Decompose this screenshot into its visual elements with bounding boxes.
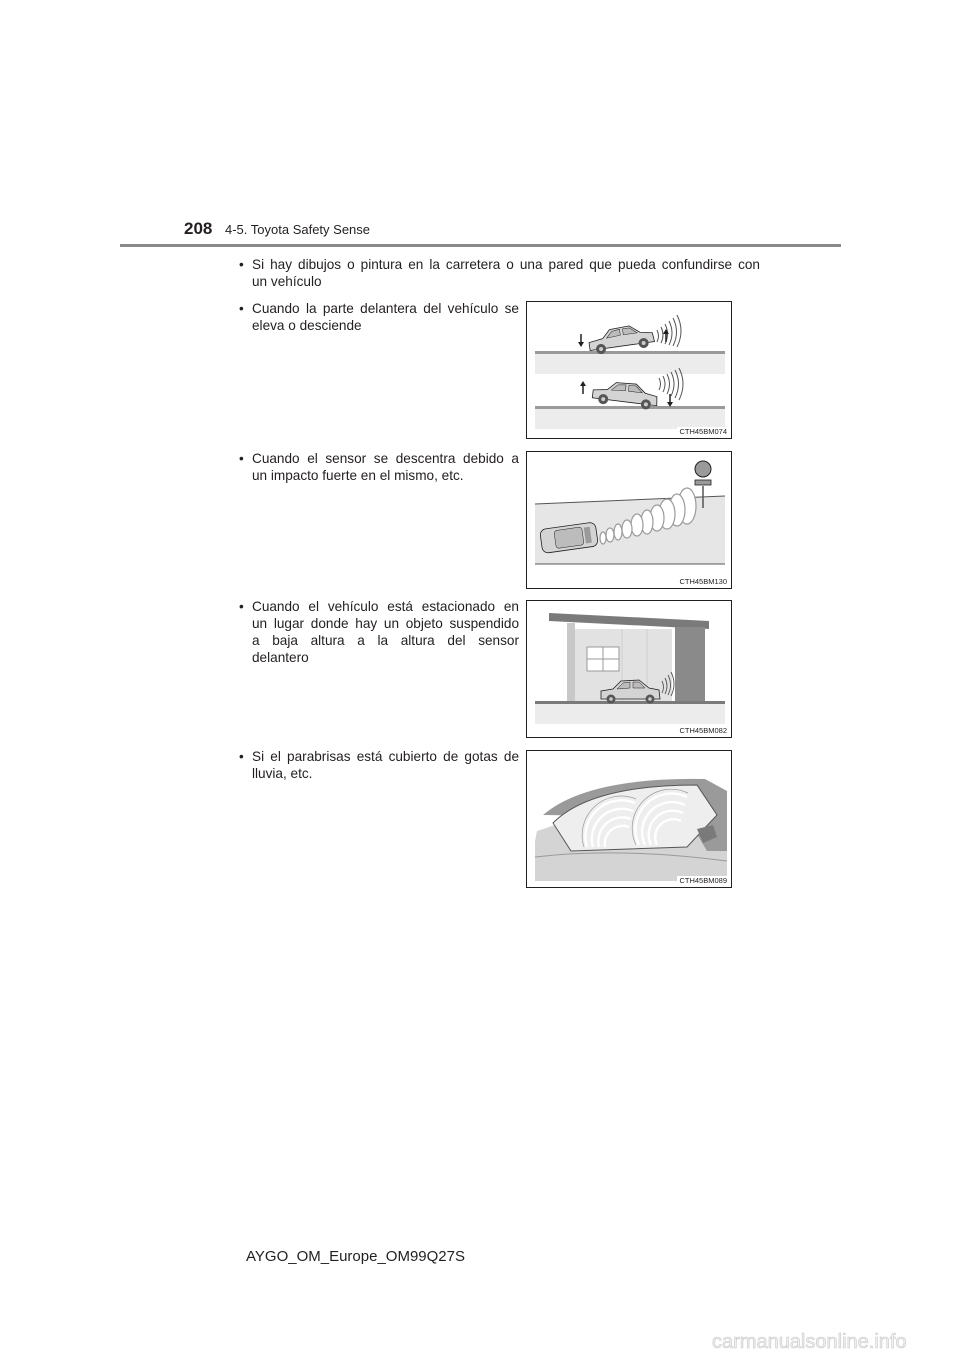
section-title: 4-5. Toyota Safety Sense [225, 222, 371, 237]
bullet-line: un lugar donde hay un objeto suspendido [252, 616, 519, 631]
bullet-line: delantero [252, 650, 309, 665]
bullet-line: • Si hay dibujos o pintura en la carretera o una pared que pueda confundirse con [252, 257, 760, 272]
page-number: 208 [184, 219, 213, 238]
sensor-misaligned-illustration [527, 452, 732, 589]
figure-code: CTH45BM074 [679, 427, 727, 436]
document-code: AYGO_OM_Europe_OM99Q27S [246, 1248, 465, 1265]
figure-low-overhang [526, 600, 732, 738]
watermark-text: carmanualsonline.info [712, 1331, 907, 1353]
bullet-item [239, 256, 760, 290]
figure-code: CTH45BM089 [679, 876, 727, 885]
bullet-item [239, 450, 519, 484]
bullet-line: un vehículo [252, 274, 322, 289]
figure-code: CTH45BM130 [679, 577, 727, 586]
figure-windshield-rain [526, 750, 732, 888]
bullet-line: a baja altura a la altura del sensor [252, 633, 519, 648]
figure-car-pitching [526, 301, 732, 439]
watermark-logo [712, 1330, 948, 1354]
bullet-line: • Cuando el vehículo está estacionado en [252, 599, 519, 614]
bullet-line: • Cuando la parte delantera del vehículo se [252, 301, 519, 316]
figure-code: CTH45BM082 [679, 726, 727, 735]
bullet-line: • Si el parabrisas está cubierto de gotas de [252, 749, 519, 764]
windshield-raindrops-illustration [527, 751, 732, 888]
figure-sensor-misaligned [526, 451, 732, 589]
car-pitching-illustration [527, 302, 732, 439]
bullet-item [239, 748, 519, 782]
low-overhang-illustration [527, 601, 732, 738]
bullet-item [239, 300, 519, 334]
bullet-line: lluvia, etc. [252, 766, 313, 781]
bullet-item [239, 598, 519, 666]
header-divider [120, 244, 841, 247]
bullet-line: un impacto fuerte en el mismo, etc. [252, 468, 464, 483]
bullet-line: eleva o desciende [252, 318, 362, 333]
bullet-line: • Cuando el sensor se descentra debido a [252, 451, 519, 466]
